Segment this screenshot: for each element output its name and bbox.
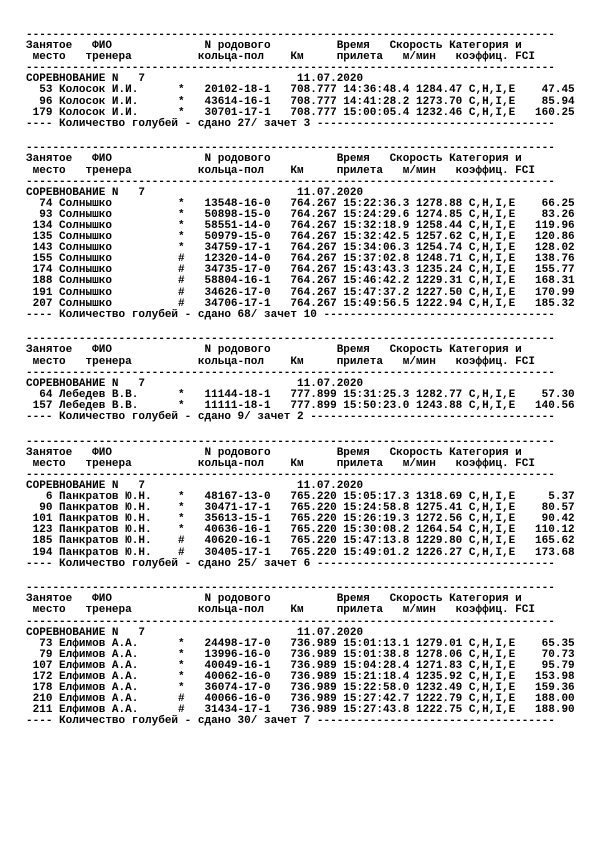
section-summary: ---- Количество голубей - сдано 25/ зачет 6 ------------------------------------	[26, 557, 555, 570]
column-header-line-2: место тренера кольца-пол Км прилета м/мин коэффиц. FCI	[26, 457, 536, 470]
results-section	[26, 143, 575, 321]
separator-line: --------------------------------------------------------------------------------	[26, 29, 555, 41]
column-header-line-1: Занятое ФИО N родового Время Скорость Категория и	[26, 446, 522, 459]
result-row: 155 Солнышко # 12320-14-0 764.267 15:37:02.8 1248.71 C,H,I,E 138.76	[26, 253, 575, 266]
result-row: 79 Елфимов А.А. * 13996-16-0 736.989 15:01:38.8 1278.06 C,H,I,E 70.73	[26, 648, 575, 661]
result-row: 107 Елфимов А.А. * 40049-16-1 736.989 15:04:28.4 1271.83 C,H,I,E 95.79	[26, 659, 575, 672]
result-row: 185 Панкратов Ю.Н. # 40620-16-1 765.220 15:47:13.8 1229.80 C,H,I,E 165.62	[26, 535, 575, 548]
result-row: 64 Лебедев В.В. * 11144-18-1 777.899 15:31:25.3 1282.77 C,H,I,E 57.30	[26, 388, 575, 401]
result-row: 90 Панкратов Ю.Н. * 30471-17-1 765.220 15:24:58.8 1275.41 C,H,I,E 80.57	[26, 502, 575, 515]
section-summary: ---- Количество голубей - сдано 68/ зачет 10 -----------------------------------	[26, 308, 555, 321]
result-row: 157 Лебедев В.В. * 11111-18-1 777.899 15:50:23.0 1243.88 C,H,I,E 140.56	[26, 399, 575, 412]
separator-line: --------------------------------------------------------------------------------	[26, 468, 555, 481]
result-row: 179 Колосок И.И. * 30701-17-1 708.777 15:00:05.4 1232.46 C,H,I,E 160.25	[26, 106, 575, 119]
result-row: 101 Панкратов Ю.Н. * 35613-15-1 765.220 15:26:19.3 1272.56 C,H,I,E 90.42	[26, 513, 575, 526]
result-row: 93 Солнышко * 50898-15-0 764.267 15:24:29.6 1274.85 C,H,I,E 83.26	[26, 208, 575, 221]
results-section	[26, 437, 575, 570]
result-row: 172 Елфимов А.А. * 40062-16-0 736.989 15:21:18.4 1235.92 C,H,I,E 153.98	[26, 670, 575, 683]
separator-line: --------------------------------------------------------------------------------	[26, 582, 555, 595]
result-row: 207 Солнышко # 34706-17-1 764.267 15:49:56.5 1222.94 C,H,I,E 185.32	[26, 297, 575, 310]
column-header-line-1: Занятое ФИО N родового Время Скорость Категория и	[26, 153, 522, 166]
result-row: 143 Солнышко * 34759-17-1 764.267 15:34:06.3 1254.74 C,H,I,E 128.02	[26, 242, 575, 255]
column-header-line-1: Занятое ФИО N родового Время Скорость Категория и	[26, 593, 522, 606]
result-row: 211 Елфимов А.А. # 31434-17-1 736.989 15:27:43.8 1222.75 C,H,I,E 188.90	[26, 704, 575, 717]
column-header-line-1: Занятое ФИО N родового Время Скорость Категория и	[26, 40, 522, 53]
result-row: 178 Елфимов А.А. * 36074-17-0 736.989 15:22:58.0 1232.49 C,H,I,E 159.36	[26, 682, 575, 695]
result-row: 135 Солнышко * 50979-15-0 764.267 15:32:42.5 1257.62 C,H,I,E 120.86	[26, 231, 575, 244]
separator-line: --------------------------------------------------------------------------------	[26, 435, 555, 448]
result-row: 123 Панкратов Ю.Н. * 40636-16-1 765.220 15:30:08.2 1264.54 C,H,I,E 110.12	[26, 524, 575, 537]
result-row: 6 Панкратов Ю.Н. * 48167-13-0 765.220 15:05:17.3 1318.69 C,H,I,E 5.37	[26, 491, 575, 504]
result-row: 210 Елфимов А.А. # 40066-16-0 736.989 15:27:42.7 1222.79 C,H,I,E 188.00	[26, 693, 575, 706]
column-header-line-2: место тренера кольца-пол Км прилета м/мин коэффиц. FCI	[26, 51, 536, 64]
competition-title: СОРЕВНОВАНИЕ N 7 11.07.2020	[26, 479, 364, 492]
separator-line: --------------------------------------------------------------------------------	[26, 366, 555, 379]
result-row: 74 Солнышко * 13548-16-0 764.267 15:22:36.3 1278.88 C,H,I,E 66.25	[26, 197, 575, 210]
competition-title: СОРЕВНОВАНИЕ N 7 11.07.2020	[26, 377, 364, 390]
results-document	[26, 30, 575, 741]
column-header-line-2: место тренера кольца-пол Км прилета м/мин коэффиц. FCI	[26, 604, 536, 617]
separator-line: --------------------------------------------------------------------------------	[26, 62, 555, 75]
results-section	[26, 334, 575, 423]
separator-line: --------------------------------------------------------------------------------	[26, 333, 555, 346]
results-section	[26, 30, 575, 130]
section-summary: ---- Количество голубей - сдано 30/ зачет 7 ------------------------------------	[26, 715, 555, 728]
results-section	[26, 583, 575, 727]
separator-line: --------------------------------------------------------------------------------	[26, 175, 555, 188]
column-header-line-1: Занятое ФИО N родового Время Скорость Категория и	[26, 344, 522, 357]
result-row: 191 Солнышко # 34626-17-0 764.267 15:47:37.2 1227.50 C,H,I,E 170.99	[26, 286, 575, 299]
competition-title: СОРЕВНОВАНИЕ N 7 11.07.2020	[26, 626, 364, 639]
column-header-line-2: место тренера кольца-пол Км прилета м/мин коэффиц. FCI	[26, 355, 536, 368]
competition-title: СОРЕВНОВАНИЕ N 7 11.07.2020	[26, 73, 364, 86]
result-row: 188 Солнышко # 58804-16-1 764.267 15:46:42.2 1229.31 C,H,I,E 168.31	[26, 275, 575, 288]
result-row: 134 Солнышко * 58551-14-0 764.267 15:32:18.9 1258.44 C,H,I,E 119.96	[26, 220, 575, 232]
section-summary: ---- Количество голубей - сдано 9/ зачет 2 -------------------------------------	[26, 411, 555, 423]
result-row: 174 Солнышко # 34735-17-0 764.267 15:43:43.3 1235.24 C,H,I,E 155.77	[26, 264, 575, 277]
separator-line: --------------------------------------------------------------------------------	[26, 142, 555, 155]
result-row: 73 Елфимов А.А. * 24498-17-0 736.989 15:01:13.1 1279.01 C,H,I,E 65.35	[26, 637, 575, 650]
result-row: 194 Панкратов Ю.Н. # 30405-17-1 765.220 15:49:01.2 1226.27 C,H,I,E 173.68	[26, 546, 575, 559]
separator-line: --------------------------------------------------------------------------------	[26, 615, 555, 628]
competition-title: СОРЕВНОВАНИЕ N 7 11.07.2020	[26, 186, 364, 199]
section-summary: ---- Количество голубей - сдано 27/ зачет 3 ------------------------------------	[26, 117, 555, 130]
column-header-line-2: место тренера кольца-пол Км прилета м/мин коэффиц. FCI	[26, 164, 536, 177]
result-row: 53 Колосок И.И. * 20102-18-1 708.777 14:36:48.4 1284.47 C,H,I,E 47.45	[26, 84, 575, 97]
result-row: 96 Колосок И.И. * 43614-16-1 708.777 14:41:28.2 1273.70 C,H,I,E 85.94	[26, 95, 575, 108]
